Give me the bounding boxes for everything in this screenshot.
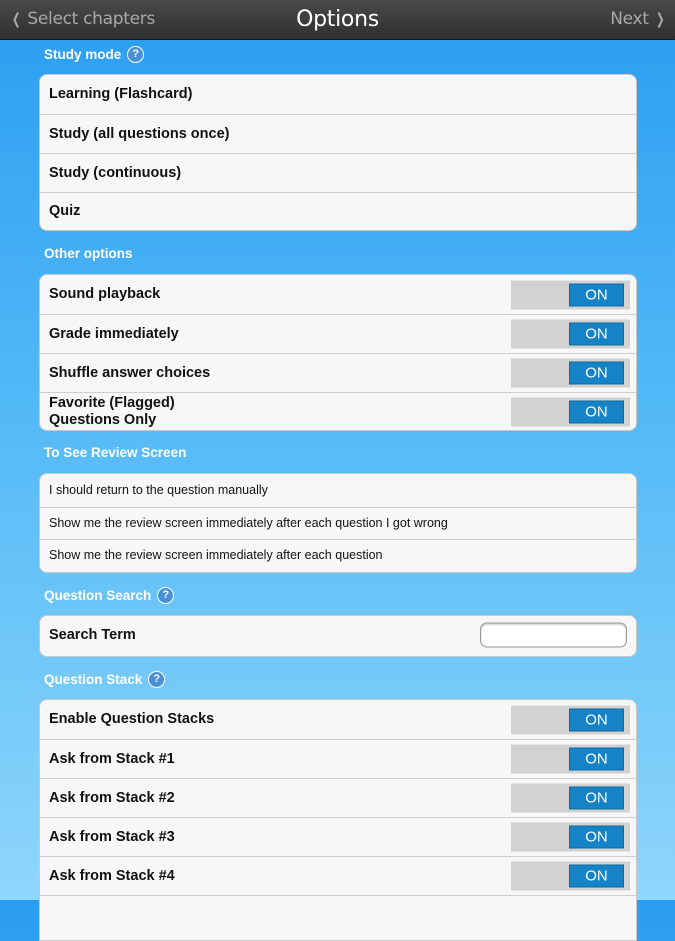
option-label: Show me the review screen immediately after each question I got wrong bbox=[49, 516, 448, 530]
toggle-state: ON bbox=[569, 826, 624, 849]
study-mode-option-study-continuous[interactable] bbox=[40, 153, 636, 192]
section-label-review-screen bbox=[44, 445, 186, 460]
shuffle-answers-toggle[interactable] bbox=[511, 359, 630, 388]
option-label: Learning (Flashcard) bbox=[49, 86, 193, 102]
toggle-state: ON bbox=[569, 323, 624, 346]
option-label: Shuffle answer choices bbox=[49, 364, 211, 381]
toggle-state: ON bbox=[569, 865, 624, 888]
next-button-label: Next bbox=[610, 9, 649, 29]
toggle-state: ON bbox=[569, 362, 624, 385]
option-row-sound-playback bbox=[40, 275, 636, 314]
grade-immediately-toggle[interactable] bbox=[511, 320, 630, 349]
option-label: Ask from Stack #1 bbox=[49, 750, 175, 767]
section-label-question-search bbox=[44, 587, 174, 604]
option-row-shuffle-answers bbox=[40, 353, 636, 392]
option-row-stack-4 bbox=[40, 856, 636, 895]
option-label: Ask from Stack #3 bbox=[49, 828, 175, 845]
option-label: Sound playback bbox=[49, 286, 161, 302]
option-label: Study (continuous) bbox=[49, 164, 182, 181]
option-label: I should return to the question manually bbox=[49, 483, 268, 497]
review-option-after-each[interactable] bbox=[40, 539, 636, 570]
option-row-stack-2 bbox=[40, 778, 636, 817]
review-screen-heading: To See Review Screen bbox=[44, 445, 187, 460]
back-button-label: Select chapters bbox=[27, 9, 156, 29]
stack-3-toggle[interactable] bbox=[511, 823, 630, 852]
help-icon[interactable]: ? bbox=[127, 46, 144, 63]
toggle-state: ON bbox=[569, 400, 624, 423]
option-label: Quiz bbox=[49, 203, 81, 219]
review-option-manual[interactable] bbox=[40, 474, 636, 507]
study-mode-list bbox=[39, 74, 637, 231]
question-stack-list bbox=[39, 699, 637, 941]
question-search-group bbox=[39, 615, 637, 657]
option-label: Show me the review screen immediately after each question bbox=[49, 547, 383, 562]
review-screen-list bbox=[39, 473, 637, 573]
next-button[interactable] bbox=[610, 0, 666, 39]
option-row-stack-3 bbox=[40, 817, 636, 856]
study-mode-option-study-once[interactable] bbox=[40, 114, 636, 153]
search-term-row bbox=[40, 616, 636, 654]
option-label: Grade immediately bbox=[49, 325, 179, 342]
section-label-other-options bbox=[44, 246, 133, 261]
other-options-list bbox=[39, 274, 637, 431]
other-options-heading: Other options bbox=[44, 246, 133, 261]
stack-1-toggle[interactable] bbox=[511, 745, 630, 774]
sound-playback-toggle[interactable] bbox=[511, 280, 630, 309]
search-term-label: Search Term bbox=[49, 626, 136, 643]
favorite-only-toggle[interactable] bbox=[511, 397, 630, 426]
question-search-heading: Question Search bbox=[44, 588, 152, 603]
option-label: Study (all questions once) bbox=[49, 125, 230, 142]
chevron-left-icon: ❮ bbox=[11, 10, 21, 28]
option-row-favorite-only bbox=[40, 392, 636, 430]
study-mode-option-quiz[interactable] bbox=[40, 192, 636, 230]
help-icon[interactable]: ? bbox=[148, 671, 165, 688]
study-mode-heading: Study mode bbox=[44, 47, 122, 62]
toggle-state: ON bbox=[569, 708, 624, 731]
option-label: Ask from Stack #4 bbox=[49, 867, 175, 884]
section-label-question-stack bbox=[44, 671, 165, 688]
study-mode-option-learning[interactable] bbox=[40, 75, 636, 114]
toggle-state: ON bbox=[569, 787, 624, 810]
section-label-study-mode bbox=[44, 46, 144, 63]
option-label: Favorite (Flagged) Questions Only bbox=[49, 394, 175, 428]
option-row-enable-stacks bbox=[40, 700, 636, 739]
help-icon[interactable]: ? bbox=[157, 587, 174, 604]
toggle-state: ON bbox=[569, 748, 624, 771]
navigation-bar bbox=[0, 0, 675, 40]
chevron-right-icon: ❯ bbox=[655, 10, 665, 28]
option-label: Ask from Stack #2 bbox=[49, 789, 175, 806]
option-row-partial bbox=[40, 895, 636, 940]
toggle-state: ON bbox=[569, 283, 624, 306]
search-input[interactable] bbox=[480, 623, 627, 648]
enable-stacks-toggle[interactable] bbox=[511, 705, 630, 734]
option-row-stack-1 bbox=[40, 739, 636, 778]
option-row-grade-immediately bbox=[40, 314, 636, 353]
page-title: Options bbox=[296, 7, 379, 32]
stack-2-toggle[interactable] bbox=[511, 784, 630, 813]
review-option-after-wrong[interactable] bbox=[40, 507, 636, 539]
option-label: Enable Question Stacks bbox=[49, 711, 215, 727]
question-stack-heading: Question Stack bbox=[44, 672, 143, 687]
stack-4-toggle[interactable] bbox=[511, 862, 630, 891]
